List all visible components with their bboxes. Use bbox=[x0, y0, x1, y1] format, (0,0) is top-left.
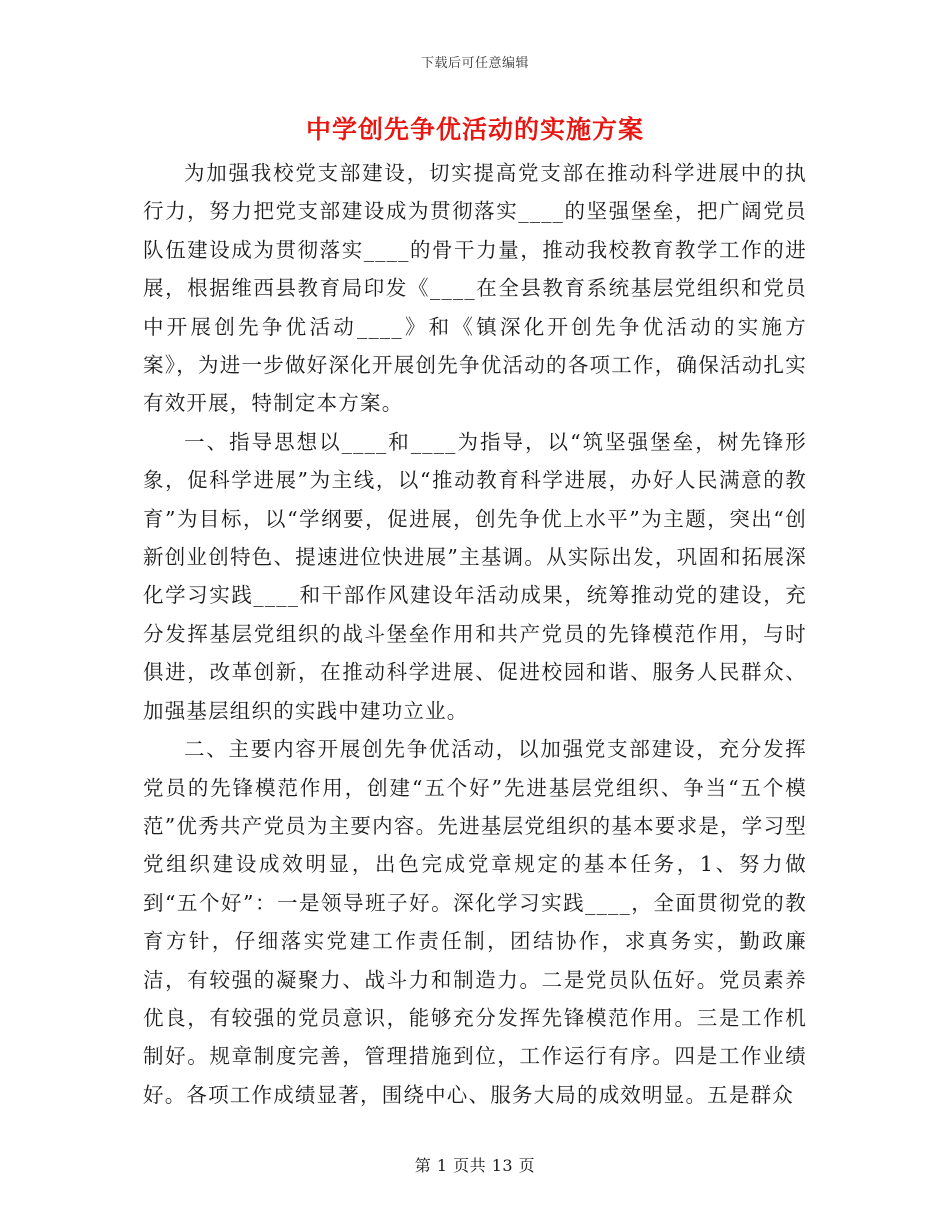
paragraph-intro: 为加强我校党支部建设，切实提高党支部在推动科学进展中的执行力，努力把党支部建设成为贯彻落实____的坚强堡垒，把广阔党员队伍建设成为贯彻落实____的骨干力量，推动我校教育教学工作的进展，根据维西县教育局印发《____在全县教育系统基层党组织和党员中开展创先争优活动____》和《镇深化开创先争优活动的实施方案》，为进一步做好深化开展创先争优活动的各项工作，确保活动扎实有效开展，特制定本方案。 bbox=[143, 161, 807, 416]
page-number-footer: 第 1 页共 13 页 bbox=[414, 1156, 536, 1175]
header-note: 下载后可任意编辑 bbox=[420, 56, 529, 71]
paragraph-main-content: 二、主要内容开展创先争优活动，以加强党支部建设，充分发挥党员的先锋模范作用，创建“五个好”先进基层党组织、争当“五个模范”优秀共产党员为主要内容。先进基层党组织的基本要求是，学习型党组织建设成效明显，出色完成党章规定的基本任务，1、努力做到“五个好”：一是领导班子好。深化学习实践____，全面贯彻党的教育方针，仔细落实党建工作责任制，团结协作，求真务实，勤政廉洁，有较强的凝聚力、战斗力和制造力。二是党员队伍好。党员素养优良，有较强的党员意识，能够充分发挥先锋模范作用。三是工作机制好。规章制度完善，管理措施到位，工作运行有序。四是工作业绩好。各项工作成绩显著，围绕中心、服务大局的成效明显。五是群众 bbox=[143, 737, 807, 1107]
document-body bbox=[143, 154, 807, 1114]
document-title: 中学创先争优活动的实施方案 bbox=[305, 115, 644, 144]
paragraph-guiding-ideology: 一、指导思想以____和____为指导，以“筑坚强堡垒，树先锋形象，促科学进展”为主线，以“推动教育科学进展，办好人民满意的教育”为目标，以“学纲要，促进展，创先争优上水平”为主题，突出“创新创业创特色、提速进位快进展”主基调。从实际出发，巩固和拓展深化学习实践____和干部作风建设年活动成果，统筹推动党的建设，充分发挥基层党组织的战斗堡垒作用和共产党员的先锋模范作用，与时俱进，改革创新，在推动科学进展、促进校园和谐、服务人民群众、加强基层组织的实践中建功立业。 bbox=[143, 429, 807, 723]
